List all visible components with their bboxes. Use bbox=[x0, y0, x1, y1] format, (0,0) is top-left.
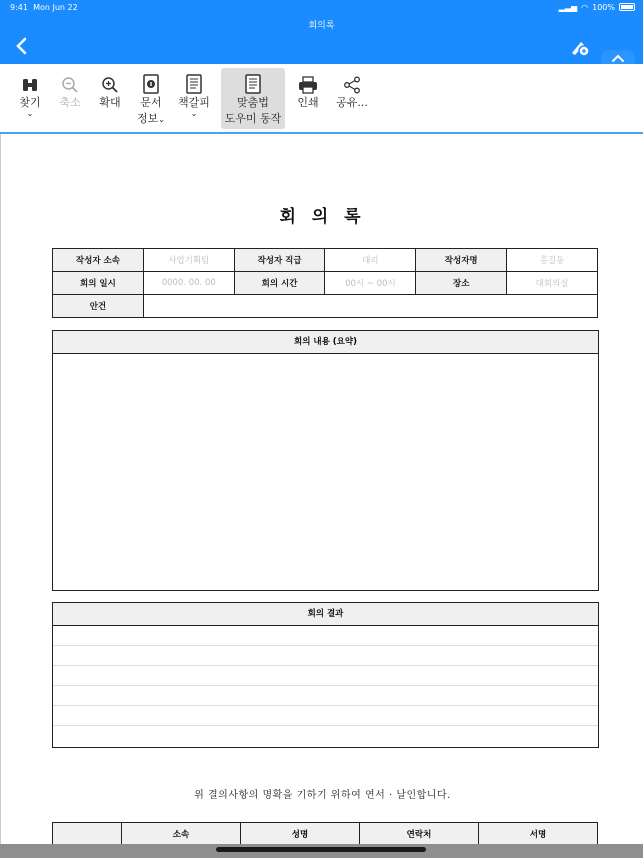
share-icon bbox=[343, 76, 361, 94]
signature-header-sign: 서명 bbox=[479, 823, 598, 846]
status-indicators bbox=[559, 3, 615, 12]
home-indicator[interactable] bbox=[216, 847, 426, 852]
meeting-time-label: 회의 시간 bbox=[234, 272, 325, 295]
confirmation-note: 위 결의사항의 명확을 기하기 위하여 연서 · 날인합니다. bbox=[194, 790, 451, 801]
zoom-out-icon bbox=[61, 76, 79, 94]
result-section bbox=[52, 602, 599, 748]
back-button[interactable] bbox=[14, 36, 30, 56]
author-rank-field[interactable]: 대리 bbox=[325, 249, 416, 272]
meeting-date-field[interactable]: 0000. 00. 00 bbox=[143, 272, 234, 295]
bookmark-icon bbox=[186, 74, 202, 94]
print-button[interactable]: 인쇄 bbox=[293, 68, 323, 110]
spell-check-icon bbox=[245, 74, 261, 94]
document-title: 회의록 bbox=[308, 21, 335, 31]
agenda-field[interactable] bbox=[143, 295, 597, 318]
battery-icon bbox=[619, 3, 635, 11]
author-name-field[interactable]: 홍길동 bbox=[507, 249, 598, 272]
document-info-button[interactable]: 문서 정보⌄ bbox=[133, 68, 169, 126]
zoom-in-icon bbox=[101, 76, 119, 94]
zoom-out-button[interactable]: 축소 bbox=[55, 68, 85, 110]
share-button[interactable]: 공유... bbox=[334, 68, 370, 110]
info-document-icon bbox=[143, 74, 159, 94]
author-dept-label: 작성자 소속 bbox=[53, 249, 144, 272]
document-page[interactable] bbox=[0, 134, 643, 850]
signature-header-name: 성명 bbox=[241, 823, 360, 846]
signature-header-dept: 소속 bbox=[122, 823, 241, 846]
place-label: 장소 bbox=[416, 272, 507, 295]
signal-icon: ▂▃▅ bbox=[558, 3, 578, 12]
printer-icon bbox=[298, 76, 318, 94]
status-time: 9:41 Mon Jun 22 bbox=[10, 3, 78, 12]
bookmark-button[interactable]: 책갈피 ⌄ bbox=[176, 68, 212, 118]
author-rank-label: 작성자 직급 bbox=[234, 249, 325, 272]
signature-header-blank bbox=[53, 823, 122, 846]
meeting-date-label: 회의 일시 bbox=[53, 272, 144, 295]
signature-table bbox=[52, 822, 598, 846]
result-content-area[interactable] bbox=[53, 626, 598, 745]
edit-mode-icon[interactable] bbox=[569, 36, 591, 58]
spell-check-button[interactable]: 맞춤법 도우미 동작 bbox=[221, 68, 285, 129]
summary-header: 회의 내용 (요약) bbox=[53, 331, 598, 354]
toolbar bbox=[0, 64, 643, 134]
signature-header-contact: 연락처 bbox=[360, 823, 479, 846]
meeting-info-table bbox=[52, 248, 598, 318]
place-field[interactable]: 대회의실 bbox=[507, 272, 598, 295]
find-button[interactable]: 찾기 ⌄ bbox=[15, 68, 45, 118]
meeting-time-field[interactable]: 00시 ~ 00시 bbox=[325, 272, 416, 295]
app-header bbox=[0, 0, 643, 64]
chevron-down-icon: ⌄ bbox=[26, 109, 34, 118]
summary-content-area[interactable] bbox=[53, 354, 598, 590]
result-header: 회의 결과 bbox=[53, 603, 598, 626]
zoom-in-button[interactable]: 확대 bbox=[95, 68, 125, 110]
chevron-down-icon: ⌄ bbox=[158, 115, 165, 124]
battery-percent: 100% bbox=[592, 3, 615, 12]
author-dept-field[interactable]: 사업기획팀 bbox=[143, 249, 234, 272]
chevron-down-icon: ⌄ bbox=[190, 109, 198, 118]
agenda-label: 안건 bbox=[53, 295, 144, 318]
wifi-icon: ◠ bbox=[581, 3, 589, 12]
binoculars-icon bbox=[21, 76, 39, 94]
summary-section bbox=[52, 330, 599, 591]
page-title: 회 의 록 bbox=[279, 207, 366, 227]
author-name-label: 작성자명 bbox=[416, 249, 507, 272]
